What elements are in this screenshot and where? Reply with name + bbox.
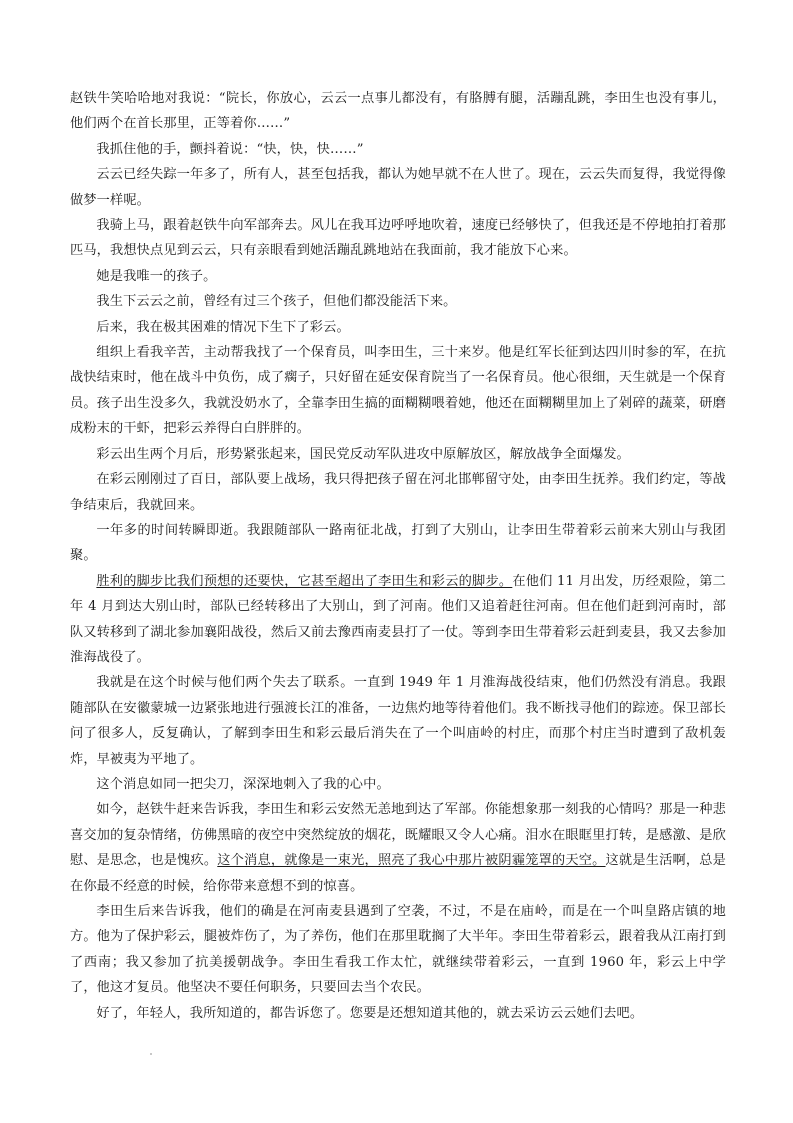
paragraph-3: 云云已经失踪一年多了，所有人，甚至包括我，都认为她早就不在人世了。现在，云云失而复得，我觉得像做梦一样呢。 (70, 167, 726, 208)
paragraph-11: 一年多的时间转瞬即逝。我跟随部队一路南征北战，打到了大别山，让李田生带着彩云前来大别山与我团聚。 (70, 522, 726, 564)
paragraph-17: 好了，年轻人，我所知道的，都告诉您了。您要是还想知道其他的，就去采访云云她们去吧。 (96, 1005, 644, 1021)
underlined-sentence-1: 胜利的脚步比我们预想的还要快，它甚至超出了李田生和彩云的脚步。 (96, 573, 513, 589)
paragraph-9: 彩云出生两个月后，形势紧张起来，国民党反动军队进攻中原解放区，解放战争全面爆发。 (96, 446, 630, 462)
paragraph-12 (70, 569, 726, 671)
paragraph-15-tail: 这就是生活啊，总是在你最不经意的时候，给你带来意想不到的惊喜。 (70, 853, 726, 894)
paragraph-12-rest: 在他们 11 月出发，历经艰险，第二年 4 月到达大别山时，部队已经转移出了大别山，到了河南。他们又追着赶往河南。但在他们赶到河南时，部队又转移到了湖北参加襄阳战役，然后又前去豫西南麦县打了一仗。等到李田生带着彩云赶到麦县，我又去参加淮海战役了。 (70, 573, 726, 665)
paragraph-16: 李田生后来告诉我，他们的确是在河南麦县遇到了空袭，不过，不是在庙岭，而是在一个叫皇路店镇的地方。他为了保护彩云，腿被炸伤了，为了养伤，他们在那里耽搁了大半年。李田生带着彩云，跟着我从江南打到了西南；我又参加了抗美援朝战争。李田生看我工作太忙，就继续带着彩云，一直到 1960 年，彩云上中学了，他这才复员。他坚决不要任何职务，只要回去当个农民。 (70, 904, 726, 996)
paragraph-15-start: 如今，赵铁牛赶来告诉我，李田生和彩云安然无恙地到达了军部。你能想象那一刻我的心情吗？那是一种悲喜交加的复杂情绪，仿佛黑暗的夜空中突然绽放的烟花，既耀眼又令人心痛。泪水在眼眶里打转，是感激、是欣慰、是思念，也是愧疚。 (70, 802, 726, 869)
underlined-sentence-2: 这个消息，就像是一束光，照亮了我心中那片被阴霾笼罩的天空。 (217, 853, 606, 869)
paragraph-14: 这个消息如同一把尖刀，深深地刺入了我的心中。 (96, 776, 390, 792)
paragraph-15 (70, 797, 726, 899)
paragraph-2: 我抓住他的手，颤抖着说：“快，快，快……” (96, 141, 364, 157)
document-page (70, 86, 726, 1026)
paragraph-4: 我骑上马，跟着赵铁牛向军部奔去。风儿在我耳边呼呼地吹着，速度已经够快了，但我还是不停地拍打着那匹马，我想快点见到云云，只有亲眼看到她活蹦乱跳地站在我面前，我才能放下心来。 (70, 218, 726, 259)
paragraph-8: 组织上看我辛苦，主动帮我找了一个保育员，叫李田生，三十来岁。他是红军长征到达四川时参的军，在抗战快结束时，他在战斗中负伤，成了瘸子，只好留在延安保育院当了一名保育员。他心很细，天生就是一个保育员。孩子出生没多久，我就没奶水了，全靠李田生搞的面糊糊喂着她，他还在面糊糊里加上了剁碎的蔬菜，研磨成粉末的干虾，把彩云养得白白胖胖的。 (70, 345, 726, 437)
page-speck (150, 1053, 152, 1055)
paragraph-1: 赵铁牛笑哈哈地对我说：“院长，你放心，云云一点事儿都没有，有胳膊有腿，活蹦乱跳，李田生也没有事儿，他们两个在首长那里，正等着你……” (70, 91, 726, 132)
paragraph-6: 我生下云云之前，曾经有过三个孩子，但他们都没能活下来。 (96, 294, 457, 310)
paragraph-10: 在彩云刚刚过了百日，部队要上战场，我只得把孩子留在河北邯郸留守处，由李田生抚养。我们约定，等战争结束后，我就回来。 (70, 472, 726, 513)
paragraph-7: 后来，我在极其困难的情况下生下了彩云。 (96, 319, 350, 335)
paragraph-5: 她是我唯一的孩子。 (96, 268, 217, 284)
paragraph-13: 我就是在这个时候与他们两个失去了联系。一直到 1949 年 1 月淮海战役结束，他们仍然没有消息。我跟随部队在安徽蒙城一边紧张地进行强渡长江的准备，一边焦灼地等待着他们。我不断找寻他们的踪迹。保卫部长问了很多人，反复确认，了解到李田生和彩云最后消失在了一个叫庙岭的村庄，而那个村庄当时遭到了敌机轰炸，早被夷为平地了。 (70, 675, 726, 767)
